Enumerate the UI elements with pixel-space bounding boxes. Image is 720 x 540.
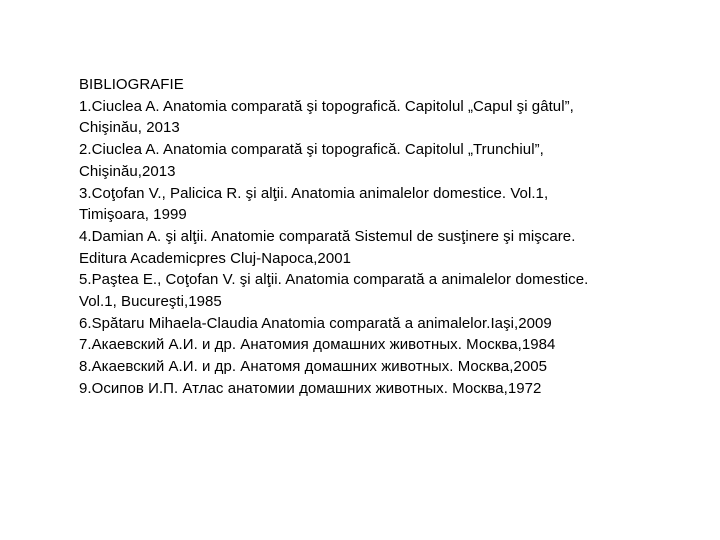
- bibliography-line: 2.Ciuclea A. Anatomia comparată şi topografică. Capitolul „Trunchiul”,: [79, 141, 544, 159]
- bibliography-line: Chişinău,2013: [79, 162, 176, 180]
- bibliography-line: Vol.1, Bucureşti,1985: [79, 293, 222, 311]
- bibliography-line: 8.Акаевский А.И. и др. Анатомя домашних животных. Москва,2005: [79, 358, 547, 376]
- bibliography-line: 9.Осипов И.П. Атлас анатомии домашних животных. Москва,1972: [79, 379, 542, 397]
- bibliography-block: [79, 74, 679, 400]
- bibliography-line: Editura Academicpres Cluj-Napoca,2001: [79, 249, 351, 267]
- bibliography-line: 4.Damian A. şi alţii. Anatomie comparată Sistemul de susţinere şi mişcare.: [79, 227, 576, 245]
- bibliography-heading: BIBLIOGRAFIE: [79, 76, 184, 93]
- bibliography-line: 6.Spătaru Mihaela-Claudia Anatomia comparată a animalelor.Iaşi,2009: [79, 314, 552, 332]
- bibliography-line: Chişinău, 2013: [79, 119, 180, 137]
- bibliography-line: 1.Ciuclea A. Anatomia comparată şi topografică. Capitolul „Capul şi gâtul”,: [79, 97, 574, 115]
- bibliography-line: 5.Paştea E., Coţofan V. şi alţii. Anatomia comparată a animalelor domestice.: [79, 271, 589, 289]
- bibliography-line: Timişoara, 1999: [79, 206, 187, 224]
- bibliography-line: 3.Coţofan V., Palicica R. şi alţii. Anatomia animalelor domestice. Vol.1,: [79, 184, 549, 202]
- bibliography-line: 7.Акаевский А.И. и др. Анатомия домашних животных. Москва,1984: [79, 336, 556, 354]
